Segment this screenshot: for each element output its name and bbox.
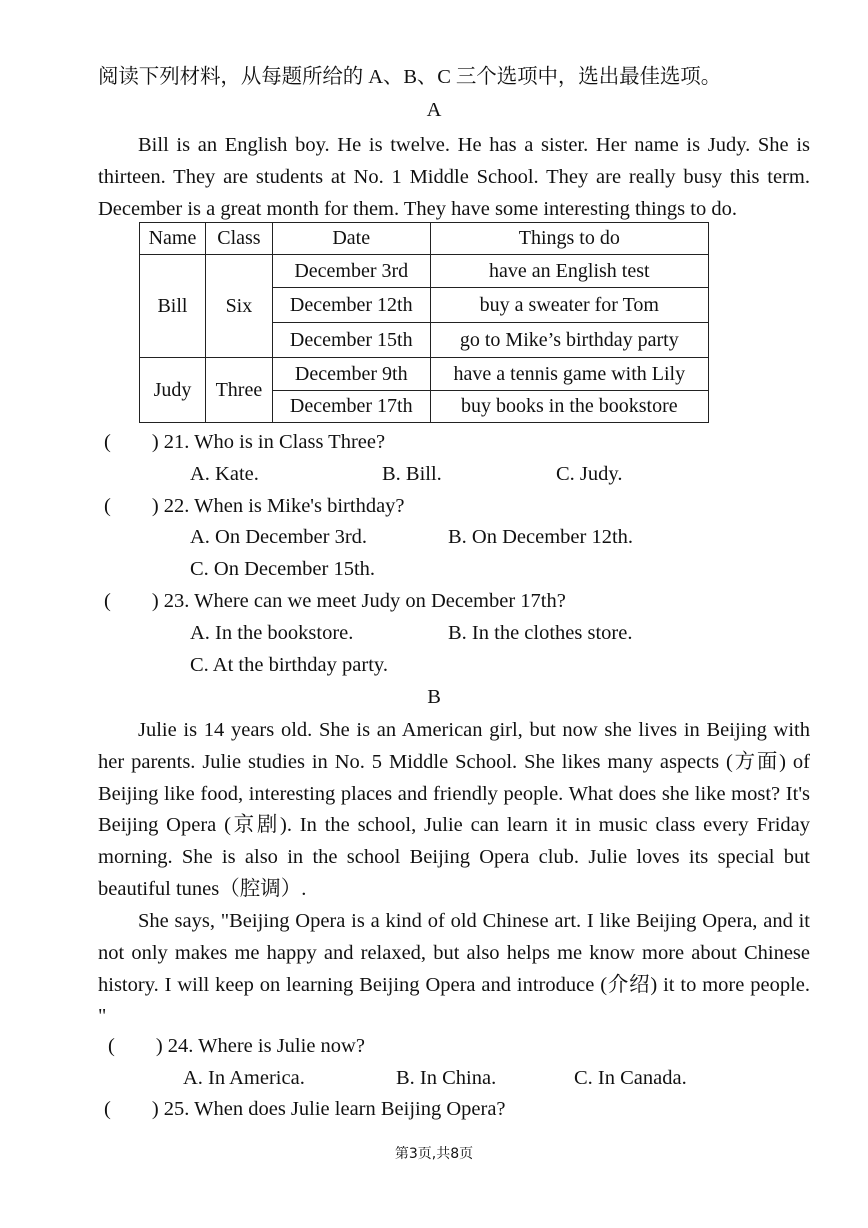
table-row — [140, 255, 709, 288]
cell-date: December 15th — [272, 323, 430, 358]
passage-b-paragraph-1 — [98, 715, 810, 906]
cell-name: Bill — [140, 255, 206, 358]
table-header-row — [140, 223, 709, 255]
question-21 — [104, 427, 385, 457]
cell-thing: buy books in the bookstore — [430, 391, 708, 423]
question-stem: 21. Who is in Class Three? — [163, 431, 386, 453]
question-stem: 22. When is Mike's birthday? — [163, 495, 405, 517]
cell-thing: have an English test — [430, 255, 708, 288]
section-b-letter: B — [427, 686, 441, 708]
option-b: B. On December 12th. — [448, 526, 634, 548]
passage-a — [98, 130, 810, 225]
passage-a-text: Bill is an English boy. He is twelve. He has a sister. Her name is Judy. She is thirteen. They are students at No. 1 Middle School. They are really busy this term. December is a great month for them. They have some interesting things to do. — [98, 134, 810, 220]
question-stem: 24. Where is Julie now? — [167, 1035, 365, 1057]
section-a-letter: A — [426, 99, 442, 121]
cell-thing: go to Mike’s birthday party — [430, 323, 708, 358]
passage-b-paragraph-2 — [98, 906, 810, 1033]
answer-blank[interactable]: ( ) — [104, 431, 159, 453]
option-a: A. In the bookstore. — [190, 622, 354, 644]
cell-date: December 17th — [272, 391, 430, 423]
header-things: Things to do — [430, 223, 708, 255]
header-date: Date — [272, 223, 430, 255]
option-b: B. In China. — [396, 1067, 497, 1089]
option-b: B. In the clothes store. — [448, 622, 633, 644]
option-a: A. In America. — [183, 1067, 305, 1089]
passage-b-paragraph-2-text: She says, "Beijing Opera is a kind of old Chinese art. I like Beijing Opera, and it not only makes me happy and relaxed, but also helps me know more about Chinese history. I will keep on learning Beijing Opera and introduce (介绍) it to more people. " — [98, 910, 810, 1028]
question-stem: 25. When does Julie learn Beijing Opera? — [163, 1098, 506, 1120]
instruction: 阅读下列材料，从每题所给的 A、B、C 三个选项中，选出最佳选项。 — [98, 66, 722, 88]
passage-b-paragraph-1-text: Julie is 14 years old. She is an American girl, but now she lives in Beijing with her parents. Julie studies in No. 5 Middle School. She likes many aspects (方面) of Beijing like food, interesting places and friendly people. What does she like most? It's Beijing Opera (京剧). In the school, Julie can learn it in music class every Friday morning. She is also in the school Beijing Opera club. Julie loves its special but beautiful tunes（腔调）. — [98, 719, 810, 900]
cell-date: December 9th — [272, 358, 430, 391]
header-name: Name — [140, 223, 206, 255]
question-25 — [104, 1094, 506, 1124]
answer-blank[interactable]: ( ) — [104, 495, 159, 517]
question-24 — [108, 1031, 365, 1061]
header-class: Class — [205, 223, 272, 255]
option-c: C. Judy. — [556, 463, 623, 485]
answer-blank[interactable]: ( ) — [104, 1098, 159, 1120]
answer-blank[interactable]: ( ) — [108, 1035, 163, 1057]
question-22 — [104, 491, 405, 521]
cell-date: December 12th — [272, 288, 430, 323]
cell-date: December 3rd — [272, 255, 430, 288]
cell-thing: buy a sweater for Tom — [430, 288, 708, 323]
page-footer: 第3页,共8页 — [394, 1146, 474, 1162]
cell-thing: have a tennis game with Lily — [430, 358, 708, 391]
answer-blank[interactable]: ( ) — [104, 590, 159, 612]
option-c: C. At the birthday party. — [190, 654, 388, 676]
option-b: B. Bill. — [382, 463, 442, 485]
cell-class: Six — [205, 255, 272, 358]
table-row — [140, 358, 709, 391]
option-a: A. Kate. — [190, 463, 259, 485]
question-23 — [104, 586, 566, 616]
option-c: C. On December 15th. — [190, 558, 376, 580]
schedule-table — [139, 222, 709, 423]
option-a: A. On December 3rd. — [190, 526, 368, 548]
cell-name: Judy — [140, 358, 206, 423]
cell-class: Three — [205, 358, 272, 423]
option-c: C. In Canada. — [574, 1067, 687, 1089]
question-stem: 23. Where can we meet Judy on December 17th? — [163, 590, 566, 612]
